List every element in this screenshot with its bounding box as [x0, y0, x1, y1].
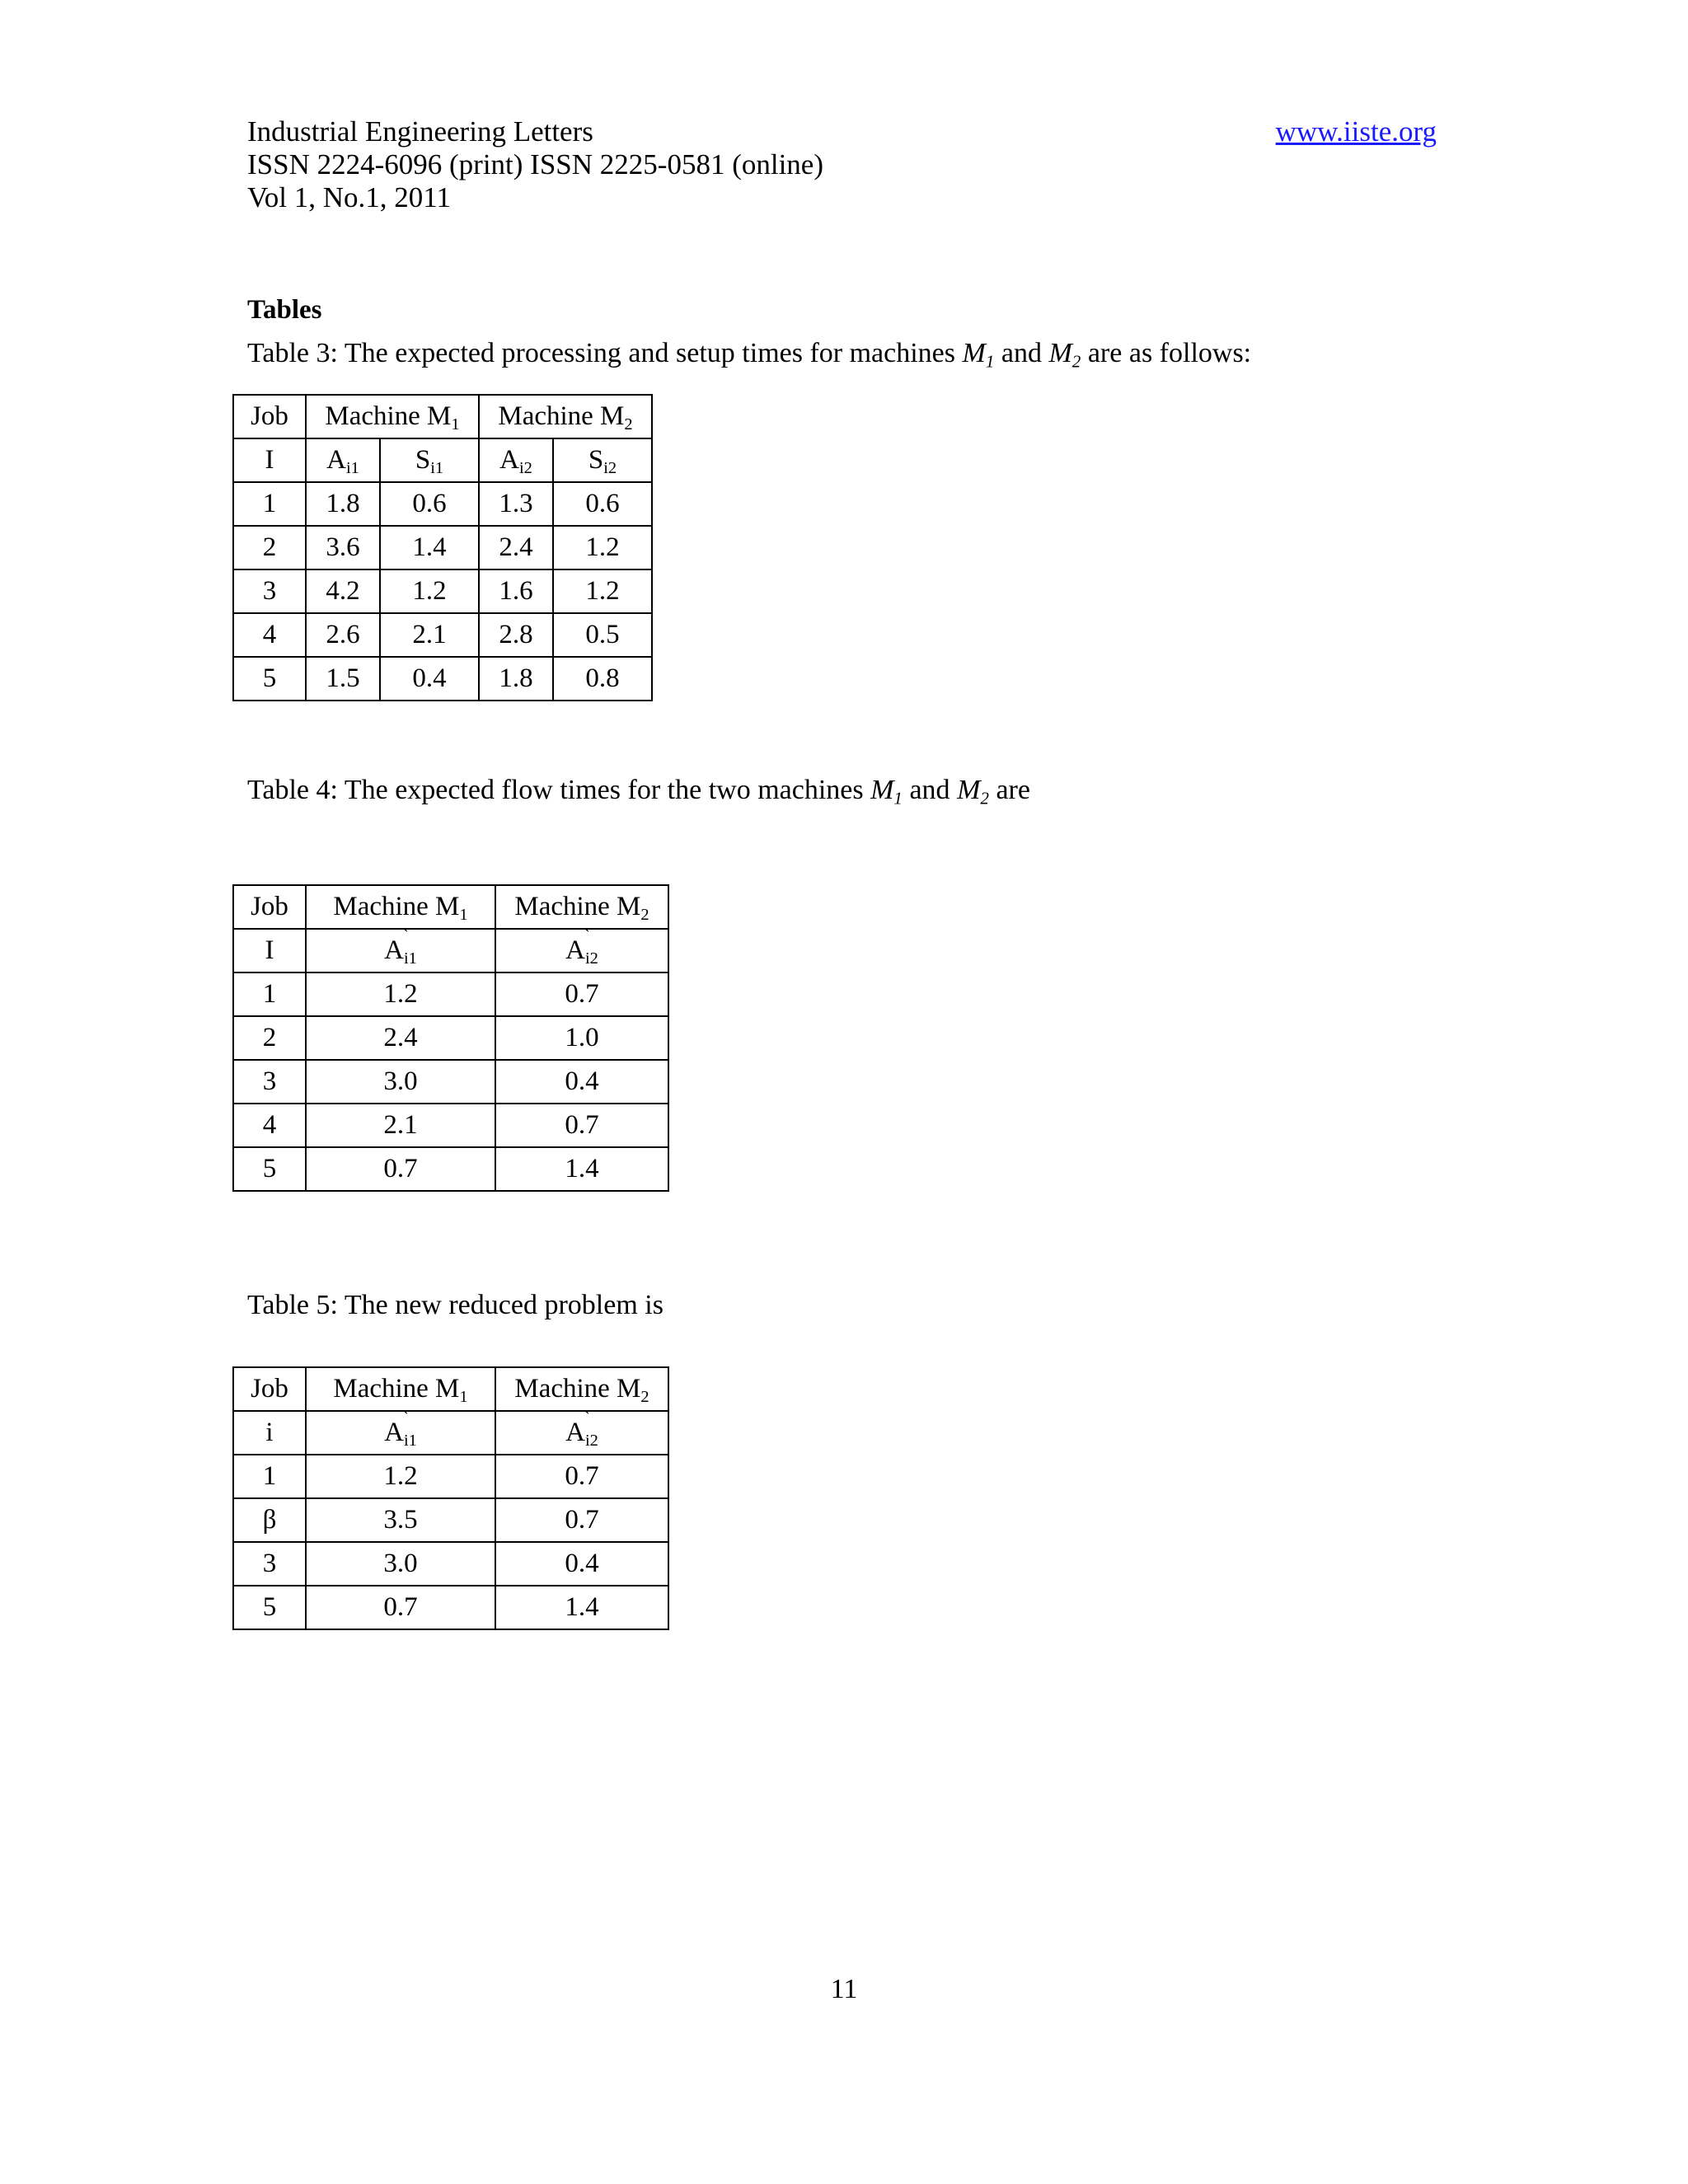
table-cell: 1.6 [479, 569, 553, 613]
table4-header-m2: Machine $M_2$ [495, 885, 668, 929]
page-number: 11 [830, 1974, 858, 2004]
table5-header-row [233, 1367, 668, 1411]
table3-subheader-a2: $A_{i2}$ [479, 438, 553, 482]
table5-subheader-index: i [233, 1411, 306, 1455]
table4-subheader-a2: A ˋ$_{i2}$ [495, 929, 668, 972]
table-cell: 2.1 [306, 1104, 495, 1147]
table-cell: 2.8 [479, 613, 553, 657]
table-cell: 2 [233, 526, 306, 569]
table5-header-job: Job [233, 1367, 306, 1411]
table-cell: 1.3 [479, 482, 553, 526]
table5-header-m1: Machine $M_1$ [306, 1367, 495, 1411]
table-cell: 0.4 [495, 1542, 668, 1586]
table-cell: 3 [233, 1542, 306, 1586]
table-cell: 0.4 [495, 1060, 668, 1104]
table-cell: 4 [233, 1104, 306, 1147]
table4-header-row [233, 885, 668, 929]
table4-subheader-index: I [233, 929, 306, 972]
table5-caption: Table 5: The new reduced problem is [247, 1290, 663, 1320]
section-heading: Tables [247, 295, 322, 325]
journal-issn: ISSN 2224-6096 (print) ISSN 2225-0581 (online) [247, 148, 823, 180]
table3-header-m2: Machine $M_2$ [479, 395, 652, 438]
table-row [233, 1498, 668, 1542]
table-cell: 1.8 [306, 482, 380, 526]
table-cell: 2.4 [306, 1016, 495, 1060]
table-cell: 1.2 [380, 569, 479, 613]
table5-subheader-a2: A ˋ$_{i2}$ [495, 1411, 668, 1455]
table-cell: 0.7 [495, 1498, 668, 1542]
table-cell: 0.7 [495, 972, 668, 1016]
table3-subheader-row [233, 438, 652, 482]
table-cell: 1.4 [380, 526, 479, 569]
table-cell: 1 [233, 1455, 306, 1498]
table-row [233, 1542, 668, 1586]
table4-subheader-row [233, 929, 668, 972]
table-cell: 1.2 [306, 972, 495, 1016]
table-cell: 4.2 [306, 569, 380, 613]
table-cell: 2.1 [380, 613, 479, 657]
table3 [232, 394, 653, 701]
table3-subheader-a1: $A_{i1}$ [306, 438, 380, 482]
website-link[interactable]: www.iiste.org [1275, 115, 1437, 148]
table3-caption: Table 3: The expected processing and setup times for machines $M_1$ and $M_2$ are as follows: [247, 338, 1252, 372]
table-row [233, 1060, 668, 1104]
table-cell: 3 [233, 569, 306, 613]
table-cell: 0.7 [495, 1455, 668, 1498]
table-cell: 1.5 [306, 657, 380, 701]
table-cell: 3 [233, 1060, 306, 1104]
table3-subheader-s2: $S_{i2}$ [553, 438, 652, 482]
table-cell: 5 [233, 1147, 306, 1191]
journal-title: Industrial Engineering Letters [247, 115, 593, 148]
table-row [233, 972, 668, 1016]
table5-subheader-row [233, 1411, 668, 1455]
table-cell: 1.8 [479, 657, 553, 701]
table-cell: 1.2 [306, 1455, 495, 1498]
table-cell: 1.2 [553, 569, 652, 613]
table-cell: 0.7 [495, 1104, 668, 1147]
table-row [233, 1455, 668, 1498]
table3-subheader-index: I [233, 438, 306, 482]
table-row [233, 1016, 668, 1060]
table-cell: 1 [233, 972, 306, 1016]
table-cell: 1.4 [495, 1147, 668, 1191]
table3-header-row [233, 395, 652, 438]
table-cell: 0.4 [380, 657, 479, 701]
table-cell: 2.6 [306, 613, 380, 657]
table-cell: 4 [233, 613, 306, 657]
table-cell: 0.7 [306, 1147, 495, 1191]
table-cell: 2.4 [479, 526, 553, 569]
table5-header-m2: Machine $M_2$ [495, 1367, 668, 1411]
table-cell: 0.5 [553, 613, 652, 657]
table4-caption: Table 4: The expected flow times for the two machines $M_1$ and $M_2$ are [247, 775, 1030, 808]
table-cell: 1 [233, 482, 306, 526]
table-cell: 5 [233, 1586, 306, 1629]
table-cell: 0.6 [380, 482, 479, 526]
table4-subheader-a1: A ˋ$_{i1}$ [306, 929, 495, 972]
table-cell: 2 [233, 1016, 306, 1060]
journal-header [247, 115, 823, 214]
table-cell: 3.6 [306, 526, 380, 569]
table-row [233, 526, 652, 569]
table3-header-job: Job [233, 395, 306, 438]
table-cell: 1.4 [495, 1586, 668, 1629]
table4-header-m1: Machine $M_1$ [306, 885, 495, 929]
table-cell: β [233, 1498, 306, 1542]
table-cell: 3.0 [306, 1060, 495, 1104]
table-row [233, 657, 652, 701]
journal-volume: Vol 1, No.1, 2011 [247, 181, 451, 213]
table-row [233, 569, 652, 613]
table-cell: 0.7 [306, 1586, 495, 1629]
table-row [233, 1147, 668, 1191]
table-cell: 3.0 [306, 1542, 495, 1586]
table-cell: 5 [233, 657, 306, 701]
table-cell: 0.8 [553, 657, 652, 701]
table3-header-m1: Machine $M_1$ [306, 395, 479, 438]
table-cell: 1.2 [553, 526, 652, 569]
table-cell: 3.5 [306, 1498, 495, 1542]
table3-subheader-s1: $S_{i1}$ [380, 438, 479, 482]
table-row [233, 613, 652, 657]
table-cell: 1.0 [495, 1016, 668, 1060]
table4 [232, 884, 669, 1192]
table-row [233, 1586, 668, 1629]
table-row [233, 482, 652, 526]
table4-header-job: Job [233, 885, 306, 929]
table5-subheader-a1: A ˋ$_{i1}$ [306, 1411, 495, 1455]
table-row [233, 1104, 668, 1147]
table-cell: 0.6 [553, 482, 652, 526]
table5 [232, 1366, 669, 1630]
